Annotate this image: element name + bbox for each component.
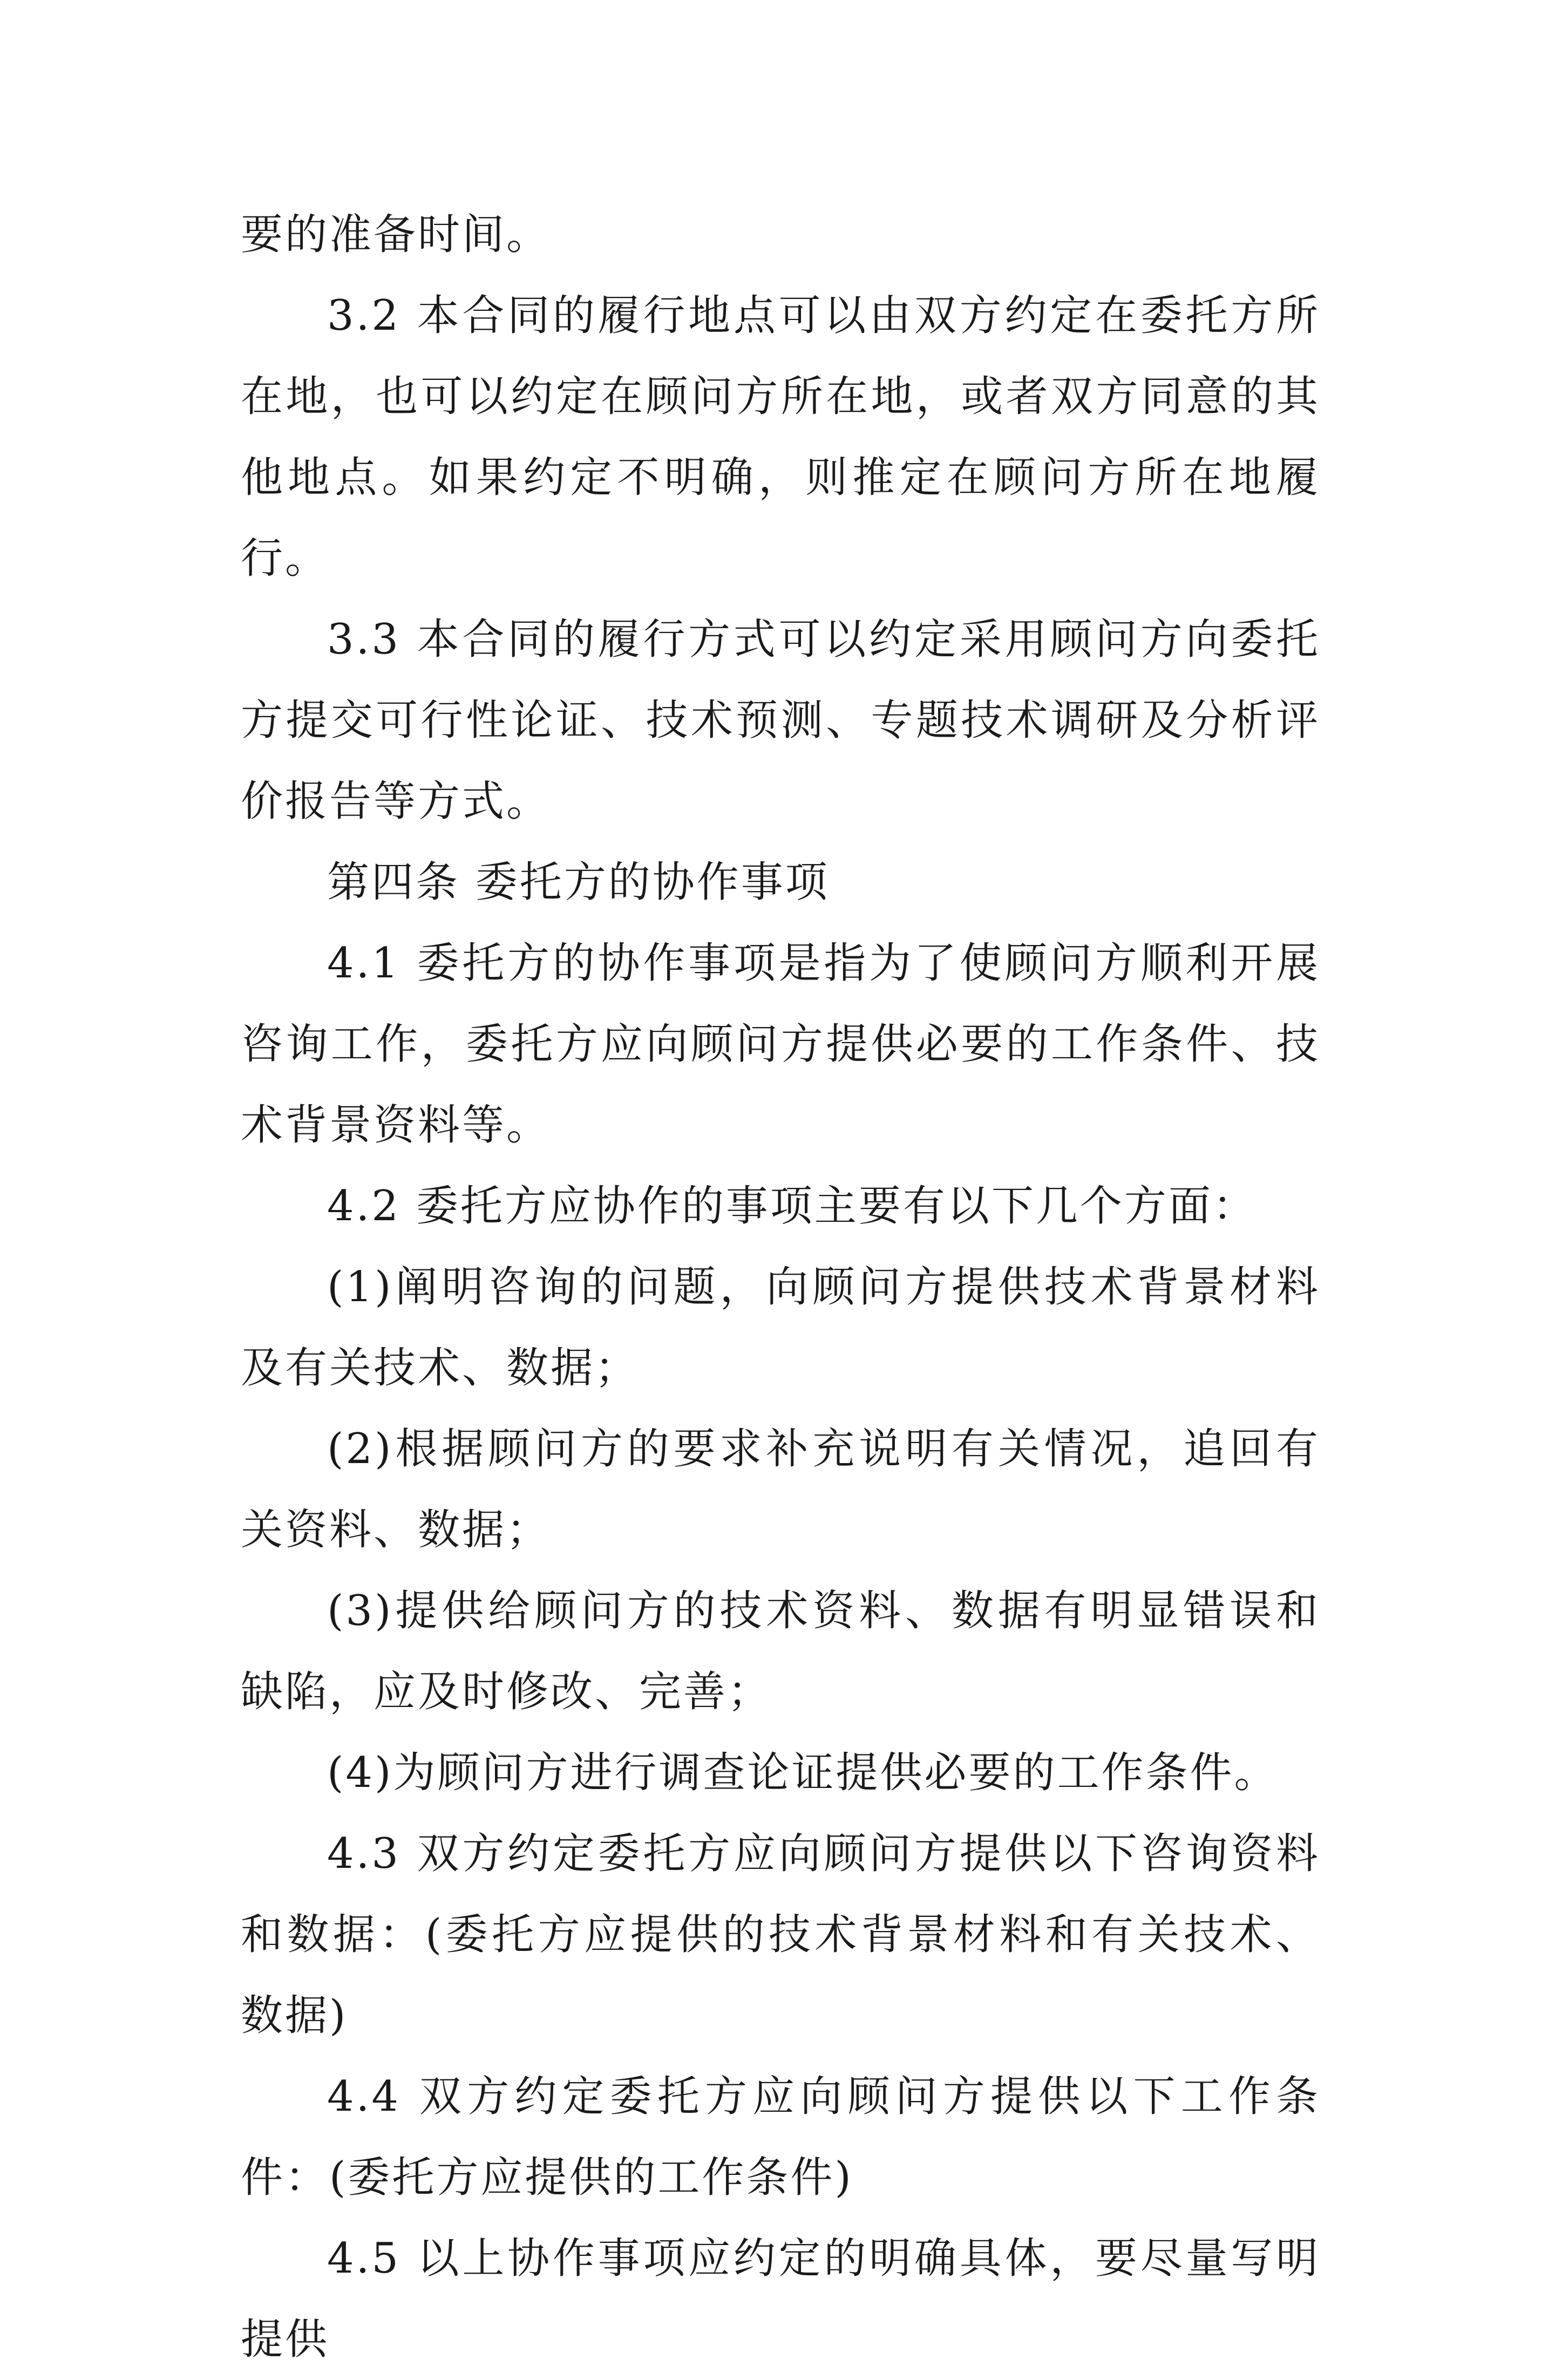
list-item-2: (2)根据顾问方的要求补充说明有关情况，追回有关资料、数据； (241, 1425, 1320, 1554)
list-item-4: (4)为顾问方进行调查论证提供必要的工作条件。 (327, 1749, 1279, 1797)
paragraph-4-5: 4.5 以上协作事项应约定的明确具体，要尽量写明提供 (241, 2234, 1320, 2364)
list-item-3: (3)提供给顾问方的技术资料、数据有明显错误和缺陷，应及时修改、完善； (241, 1587, 1320, 1716)
paragraph-3-3: 3.3 本合同的履行方式可以约定采用顾问方向委托方提交可行性论证、技术预测、专题技术调研及分析评价报告等方式。 (241, 615, 1320, 826)
paragraph-4-3: 4.3 双方约定委托方应向顾问方提供以下咨询资料和数据：(委托方应提供的技术背景材料和有关技术、数据) (241, 1830, 1320, 2040)
paragraph-4-1: 4.1 委托方的协作事项是指为了使顾问方顺利开展咨询工作，委托方应向顾问方提供必要的工作条件、技术背景资料等。 (241, 939, 1320, 1150)
paragraph-3-2: 3.2 本合同的履行地点可以由双方约定在委托方所在地，也可以约定在顾问方所在地，或者双方同意的其他地点。如果约定不明确，则推定在顾问方所在地履行。 (241, 291, 1320, 583)
paragraph-4-4: 4.4 双方约定委托方应向顾问方提供以下工作条件：(委托方应提供的工作条件) (241, 2072, 1320, 2202)
document-body (241, 194, 1320, 2380)
paragraph-4-2: 4.2 委托方应协作的事项主要有以下几个方面： (327, 1182, 1257, 1230)
paragraph-continuation: 要的准备时间。 (241, 210, 551, 259)
section-heading-article-4: 第四条 委托方的协作事项 (327, 858, 830, 907)
list-item-1: (1)阐明咨询的问题，向顾问方提供技术背景材料及有关技术、数据； (241, 1263, 1320, 1392)
